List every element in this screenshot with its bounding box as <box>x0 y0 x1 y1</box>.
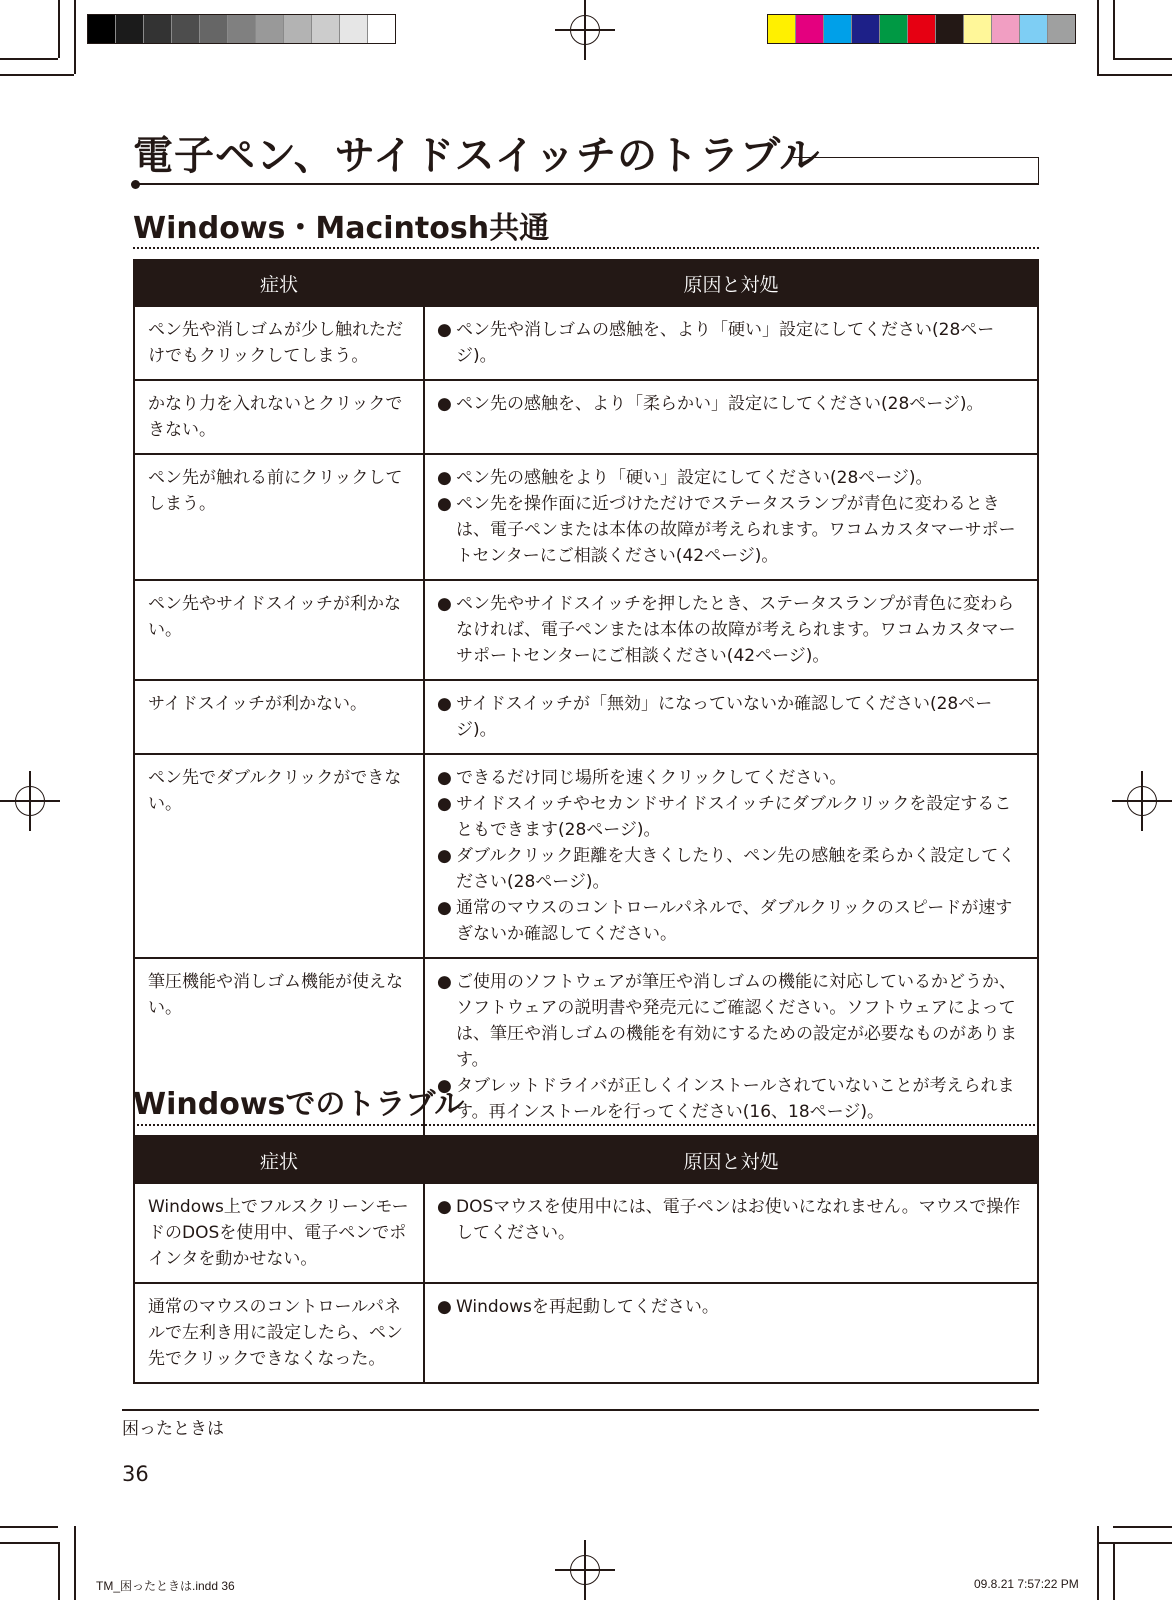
color-swatch <box>256 15 284 43</box>
symptom-cell: 筆圧機能や消しゴム機能が使えない。 <box>134 958 424 1136</box>
trouble-table-windows <box>133 1136 1039 1384</box>
print-slug-filename: TM_困ったときは.indd 36 <box>96 1579 235 1593</box>
color-swatch <box>824 15 852 43</box>
page-number: 36 <box>122 1462 149 1486</box>
color-swatch <box>964 15 992 43</box>
color-swatch <box>312 15 340 43</box>
trouble-table-common <box>133 259 1039 1137</box>
cause-bullet-item: ● ペン先やサイドスイッチを押したとき、ステータスランプが青色に変わらなければ、電子ペンまたは本体の故障が考えられます。ワコムカスタマーサポートセンターにご相談ください(42ページ)。 <box>437 591 1025 669</box>
cause-cell <box>424 580 1038 680</box>
cause-bullet-item: ● ペン先の感触を、より「柔らかい」設定にしてください(28ページ)。 <box>437 391 1025 417</box>
color-swatch <box>284 15 312 43</box>
cause-bullet-item: ● ご使用のソフトウェアが筆圧や消しゴムの機能に対応しているかどうか、ソフトウェアの説明書や発売元にご確認ください。ソフトウェアによっては、筆圧や消しゴムの機能を有効にするための設定が必要なものがあります。 <box>437 969 1025 1073</box>
crop-mark <box>1097 1526 1099 1600</box>
symptom-cell: サイドスイッチが利かない。 <box>134 680 424 754</box>
cause-cell <box>424 306 1038 380</box>
crop-mark <box>1097 1542 1172 1544</box>
cause-bullet-item: ● 通常のマウスのコントロールパネルで、ダブルクリックのスピードが速すぎないか確認してください。 <box>437 895 1025 947</box>
print-slug-timestamp: 09.8.21 7:57:22 PM <box>974 1577 1079 1591</box>
color-swatch <box>1048 15 1075 43</box>
cause-cell <box>424 680 1038 754</box>
cause-cell <box>424 1183 1038 1283</box>
color-swatch <box>992 15 1020 43</box>
title-bullet-dot <box>131 180 140 189</box>
color-swatch <box>1020 15 1048 43</box>
crop-mark <box>1113 0 1115 58</box>
color-swatch <box>88 15 116 43</box>
footer-section-label: 困ったときは <box>122 1419 224 1439</box>
title-underline <box>136 183 1039 185</box>
crop-mark <box>74 1526 76 1600</box>
crop-mark <box>0 74 74 76</box>
registration-mark <box>1112 771 1172 831</box>
cause-bullet-item: ● Windowsを再起動してください。 <box>437 1294 1025 1320</box>
symptom-cell: ペン先やサイドスイッチが利かない。 <box>134 580 424 680</box>
column-header-cause: 原因と対処 <box>424 1137 1038 1183</box>
crop-mark <box>1113 1526 1172 1528</box>
table-row <box>134 1283 1038 1383</box>
cause-bullet-item: ● DOSマウスを使用中には、電子ペンはお使いになれません。マウスで操作してください。 <box>437 1194 1025 1246</box>
cause-bullet-item: ● ペン先を操作面に近づけただけでステータスランプが青色に変わるときは、電子ペンまたは本体の故障が考えられます。ワコムカスタマーサポートセンターにご相談ください(42ページ)。 <box>437 491 1025 569</box>
color-swatch <box>144 15 172 43</box>
color-swatch <box>200 15 228 43</box>
symptom-cell: かなり力を入れないとクリックできない。 <box>134 380 424 454</box>
crop-mark <box>1097 74 1172 76</box>
color-swatch <box>172 15 200 43</box>
cause-bullet-item: ● ペン先や消しゴムの感触を、より「硬い」設定にしてください(28ページ)。 <box>437 317 1025 369</box>
crop-mark <box>58 0 60 58</box>
table-row <box>134 580 1038 680</box>
table-row <box>134 306 1038 380</box>
section-divider <box>133 1124 1039 1126</box>
section-heading-common: Windows・Macintosh共通 <box>133 211 550 246</box>
cause-cell <box>424 380 1038 454</box>
table-row <box>134 454 1038 580</box>
cause-bullet-item: ● ペン先の感触をより「硬い」設定にしてください(28ページ)。 <box>437 465 1025 491</box>
table-header-row <box>134 260 1038 306</box>
cause-cell <box>424 754 1038 958</box>
cause-cell <box>424 958 1038 1136</box>
color-swatch <box>908 15 936 43</box>
column-header-symptom: 症状 <box>134 260 424 306</box>
table-row <box>134 754 1038 958</box>
table-header-row <box>134 1137 1038 1183</box>
table-row <box>134 380 1038 454</box>
column-header-symptom: 症状 <box>134 1137 424 1183</box>
grayscale-color-bar <box>87 14 396 44</box>
cause-cell <box>424 454 1038 580</box>
footer-rule <box>122 1409 1039 1411</box>
color-swatch <box>768 15 796 43</box>
color-swatch <box>880 15 908 43</box>
cause-bullet-item: ● タブレットドライバが正しくインストールされていないことが考えられます。再インストールを行ってください(16、18ページ)。 <box>437 1073 1025 1125</box>
color-swatch <box>936 15 964 43</box>
crop-mark <box>58 1542 60 1600</box>
section-heading-windows: Windowsでのトラブル <box>133 1087 465 1122</box>
section-divider <box>133 247 1039 249</box>
symptom-cell: ペン先や消しゴムが少し触れただけでもクリックしてしまう。 <box>134 306 424 380</box>
registration-mark <box>0 771 60 831</box>
registration-mark <box>555 0 615 60</box>
registration-mark <box>555 1540 615 1600</box>
title-decoration-box <box>793 157 1039 185</box>
table-row <box>134 680 1038 754</box>
crop-mark <box>1113 1542 1115 1600</box>
color-swatch <box>116 15 144 43</box>
crop-mark <box>74 0 76 74</box>
symptom-cell: ペン先でダブルクリックができない。 <box>134 754 424 958</box>
color-swatch <box>368 15 395 43</box>
cause-cell <box>424 1283 1038 1383</box>
crop-mark <box>0 1542 58 1544</box>
symptom-cell: Windows上でフルスクリーンモードのDOSを使用中、電子ペンでポインタを動かせない。 <box>134 1183 424 1283</box>
cause-bullet-item: ● できるだけ同じ場所を速くクリックしてください。 <box>437 765 1025 791</box>
color-swatch <box>796 15 824 43</box>
crop-mark <box>1097 0 1099 74</box>
crop-mark <box>0 1526 58 1528</box>
cause-bullet-item: ● サイドスイッチが「無効」になっていないか確認してください(28ページ)。 <box>437 691 1025 743</box>
color-swatch <box>228 15 256 43</box>
page-title: 電子ペン、サイドスイッチのトラブル <box>133 133 821 179</box>
process-color-bar <box>767 14 1076 44</box>
color-swatch <box>852 15 880 43</box>
cause-bullet-item: ● ダブルクリック距離を大きくしたり、ペン先の感触を柔らかく設定してください(28ページ)。 <box>437 843 1025 895</box>
column-header-cause: 原因と対処 <box>424 260 1038 306</box>
symptom-cell: 通常のマウスのコントロールパネルで左利き用に設定したら、ペン先でクリックできなくなった。 <box>134 1283 424 1383</box>
cause-bullet-item: ● サイドスイッチやセカンドサイドスイッチにダブルクリックを設定することもできます(28ページ)。 <box>437 791 1025 843</box>
crop-mark <box>1113 58 1172 60</box>
table-row <box>134 1183 1038 1283</box>
crop-mark <box>0 58 58 60</box>
color-swatch <box>340 15 368 43</box>
symptom-cell: ペン先が触れる前にクリックしてしまう。 <box>134 454 424 580</box>
